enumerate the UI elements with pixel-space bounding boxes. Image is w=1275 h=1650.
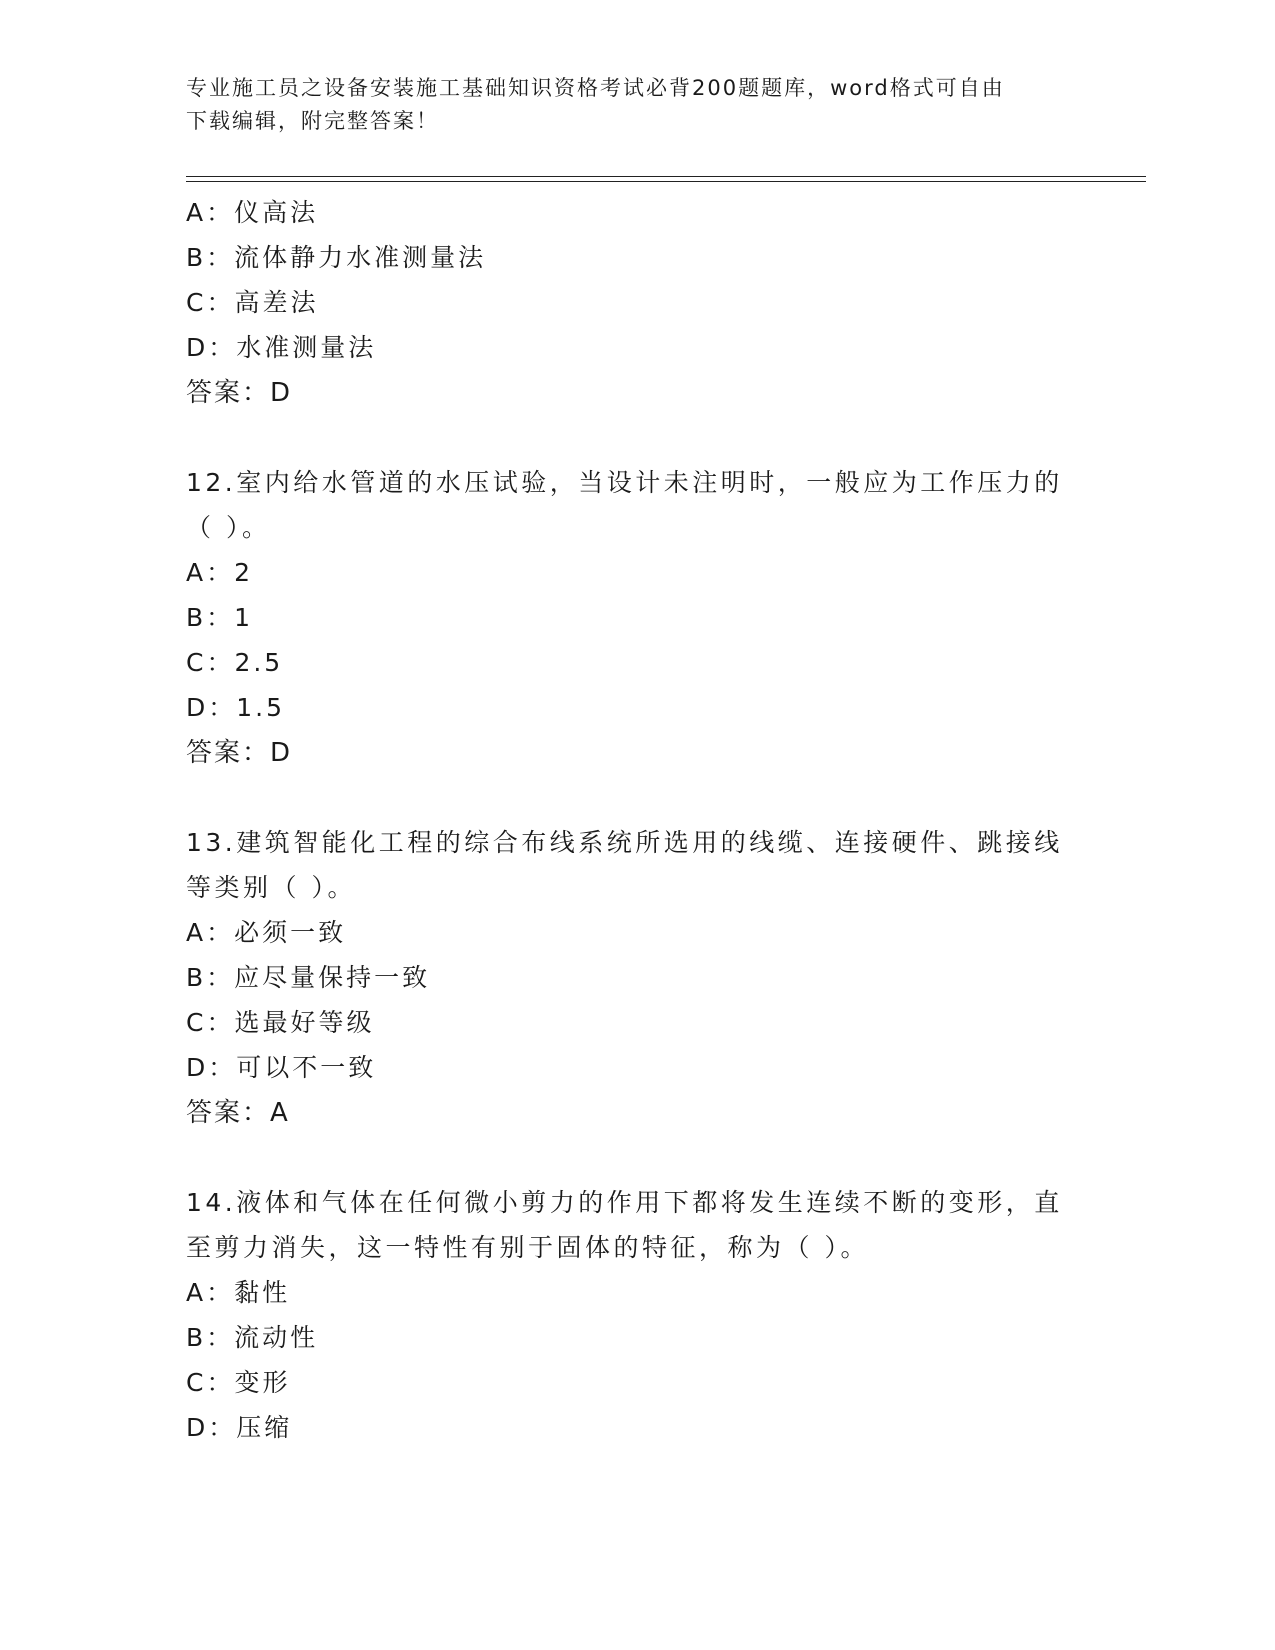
stem-line-1: 14.液体和气体在任何微小剪力的作用下都将发生连续不断的变形，直	[186, 1188, 1063, 1217]
question-stem	[186, 460, 1066, 550]
document-header	[186, 72, 1066, 138]
question-12	[186, 460, 1086, 776]
option-d: D：可以不一致	[186, 1053, 377, 1082]
option-c: C：高差法	[186, 288, 319, 317]
option-b: B：流动性	[186, 1323, 319, 1352]
header-divider-bottom	[186, 181, 1146, 182]
answer-line: 答案：D	[186, 738, 293, 768]
stem-line-2: （ ）。	[186, 513, 271, 542]
option-a: A：仪高法	[186, 198, 319, 227]
stem-line-2: 至剪力消失，这一特性有别于固体的特征，称为（ ）。	[186, 1233, 869, 1262]
option-d: D：水准测量法	[186, 333, 377, 362]
question-stem	[186, 820, 1066, 910]
option-b: B：应尽量保持一致	[186, 963, 431, 992]
option-a: A：2	[186, 558, 254, 587]
question-stem	[186, 1180, 1066, 1270]
option-d: D：1.5	[186, 693, 286, 722]
stem-line-1: 13.建筑智能化工程的综合布线系统所选用的线缆、连接硬件、跳接线	[186, 828, 1063, 857]
option-a: A：黏性	[186, 1278, 291, 1307]
option-c: C：变形	[186, 1368, 291, 1397]
header-line-1: 专业施工员之设备安装施工基础知识资格考试必背200题题库，word格式可自由	[186, 76, 1005, 100]
question-14	[186, 1180, 1086, 1450]
option-a: A：必须一致	[186, 918, 347, 947]
option-c: C：选最好等级	[186, 1008, 375, 1037]
option-d: D：压缩	[186, 1413, 293, 1442]
stem-line-1: 12.室内给水管道的水压试验，当设计未注明时，一般应为工作压力的	[186, 468, 1063, 497]
spacer	[186, 416, 1086, 460]
header-line-2: 下载编辑，附完整答案！	[186, 109, 439, 133]
question-11-continued	[186, 190, 1086, 416]
option-b: B：流体静力水准测量法	[186, 243, 487, 272]
option-c: C：2.5	[186, 648, 284, 677]
spacer	[186, 1136, 1086, 1180]
spacer	[186, 776, 1086, 820]
header-divider-top	[186, 176, 1146, 177]
answer-line: 答案：D	[186, 378, 293, 408]
answer-line: 答案：A	[186, 1098, 290, 1128]
question-list	[186, 190, 1086, 1450]
option-b: B：1	[186, 603, 254, 632]
question-13	[186, 820, 1086, 1136]
stem-line-2: 等类别（ ）。	[186, 873, 356, 902]
